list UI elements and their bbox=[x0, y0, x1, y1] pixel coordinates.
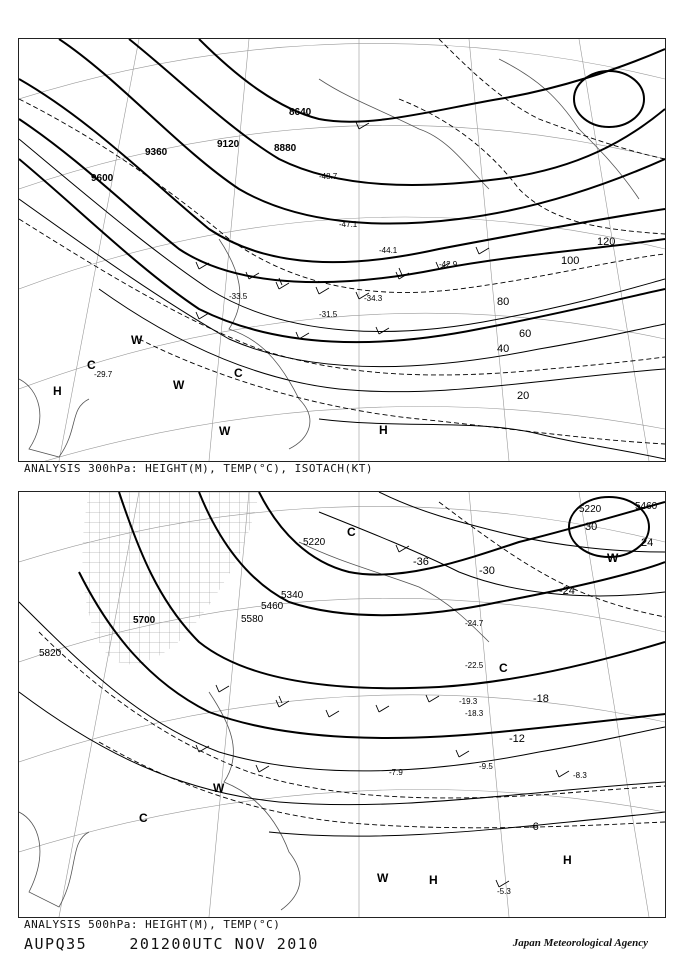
isotach-label: 120 bbox=[597, 236, 616, 248]
cold-center-marker: C bbox=[347, 525, 356, 539]
temp-label: 30 bbox=[585, 521, 598, 533]
temp-label: -6 bbox=[529, 821, 539, 833]
isotach-contours bbox=[19, 139, 665, 459]
height-label: 5460 bbox=[261, 601, 284, 612]
height-label: 5460 bbox=[635, 501, 658, 512]
temp-label: -18 bbox=[533, 693, 549, 705]
station-label: -19.3 bbox=[459, 697, 478, 706]
temp-label: -29.7 bbox=[94, 370, 113, 379]
chart-datetime: 201200UTC NOV 2010 bbox=[129, 935, 319, 953]
wind-barbs bbox=[196, 122, 489, 339]
isotach-label: 20 bbox=[517, 390, 530, 402]
height-label: 9360 bbox=[145, 147, 168, 158]
high-pressure-marker: H bbox=[53, 384, 62, 398]
isotach-label: 100 bbox=[561, 255, 580, 267]
temp-label: 24 bbox=[641, 537, 654, 549]
high-pressure-marker: H bbox=[429, 873, 438, 887]
chart-300hpa bbox=[18, 38, 666, 462]
caption-500hpa: ANALYSIS 500hPa: HEIGHT(M), TEMP(°C) bbox=[24, 918, 281, 931]
height-label: 5700 bbox=[133, 615, 156, 626]
temp-label: -34.3 bbox=[364, 294, 383, 303]
height-label: 8640 bbox=[289, 107, 312, 118]
station-label: -8.3 bbox=[573, 771, 587, 780]
height-label: 5820 bbox=[39, 648, 62, 659]
station-label: -5.3 bbox=[497, 887, 511, 896]
temperature-contours bbox=[19, 39, 665, 444]
temp-label: -44.1 bbox=[379, 246, 398, 255]
height-label: 9120 bbox=[217, 139, 240, 150]
high-pressure-marker: H bbox=[379, 423, 388, 437]
temp-label: -47.1 bbox=[339, 220, 358, 229]
station-labels bbox=[389, 619, 587, 896]
station-label: -7.9 bbox=[389, 768, 403, 777]
height-label: 5340 bbox=[281, 590, 304, 601]
height-label: 8880 bbox=[274, 143, 297, 154]
warm-center-marker: W bbox=[607, 551, 619, 565]
high-pressure-marker: H bbox=[563, 853, 572, 867]
station-label: -18.3 bbox=[465, 709, 484, 718]
station-label: -24.7 bbox=[465, 619, 484, 628]
isotach-label: 40 bbox=[497, 343, 510, 355]
temp-label: -36 bbox=[413, 556, 429, 568]
temp-label: -42.9 bbox=[439, 260, 458, 269]
temp-label: -33.5 bbox=[229, 292, 248, 301]
temp-label: -12 bbox=[509, 733, 525, 745]
warm-center-marker: W bbox=[213, 781, 225, 795]
coastline bbox=[19, 59, 639, 457]
agency-credit: Japan Meteorological Agency bbox=[512, 937, 648, 949]
height-label: 5580 bbox=[241, 614, 264, 625]
temp-label: -48.7 bbox=[319, 172, 338, 181]
temp-label: -31.5 bbox=[319, 310, 338, 319]
cold-center-marker: C bbox=[499, 661, 508, 675]
height-contours bbox=[19, 39, 665, 342]
warm-center-marker: W bbox=[173, 378, 185, 392]
isotach-label: 80 bbox=[497, 296, 510, 308]
warm-center-marker: W bbox=[377, 871, 389, 885]
station-label: -9.5 bbox=[479, 762, 493, 771]
height-label: 5220 bbox=[303, 537, 326, 548]
isotach-labels bbox=[497, 236, 615, 402]
moisture-hatching bbox=[82, 492, 259, 664]
temp-label: -24 bbox=[559, 585, 575, 597]
warm-center-marker: W bbox=[131, 333, 143, 347]
station-label: -22.5 bbox=[465, 661, 484, 670]
warm-center-marker: W bbox=[219, 424, 231, 438]
map-500hpa bbox=[19, 492, 665, 917]
temp-label: -30 bbox=[479, 565, 495, 577]
cold-center-marker: C bbox=[139, 811, 148, 825]
chart-identifier bbox=[24, 935, 319, 953]
map-300hpa bbox=[19, 39, 665, 461]
caption-300hpa: ANALYSIS 300hPa: HEIGHT(M), TEMP(°C), ISOTACH(KT) bbox=[24, 462, 374, 475]
cold-center-marker: C bbox=[234, 366, 243, 380]
height-label: 5220 bbox=[579, 504, 602, 515]
cold-center-marker: C bbox=[87, 358, 96, 372]
chart-500hpa bbox=[18, 491, 666, 918]
chart-code: AUPQ35 bbox=[24, 935, 88, 953]
isotach-label: 60 bbox=[519, 328, 532, 340]
height-label: 9600 bbox=[91, 173, 114, 184]
